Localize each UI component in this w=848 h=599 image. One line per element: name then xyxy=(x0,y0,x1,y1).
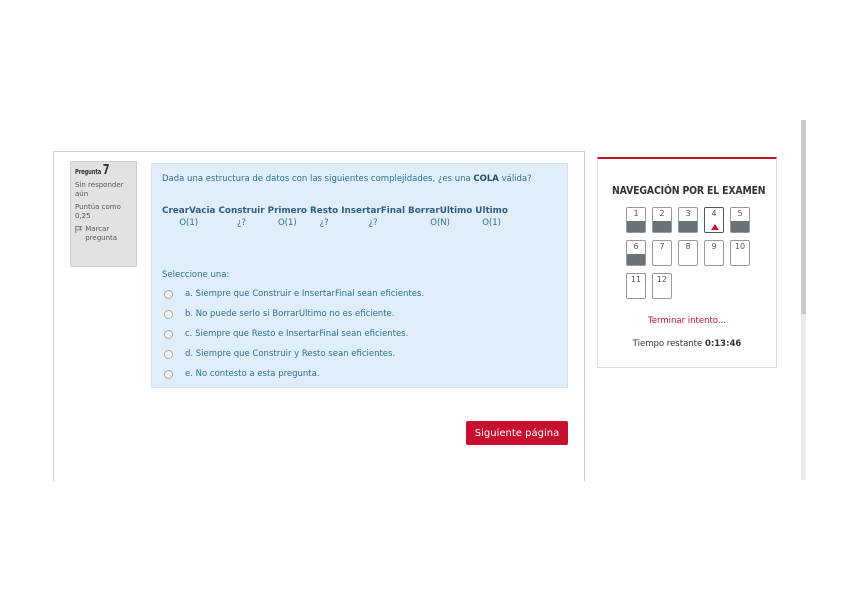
answered-indicator xyxy=(731,221,749,232)
radio-button[interactable] xyxy=(164,330,173,339)
complexity-value: O(1) xyxy=(179,218,199,228)
question-nav-button-10[interactable] xyxy=(730,240,750,266)
answer-prompt: Seleccione una: xyxy=(162,270,230,280)
current-question-marker-icon xyxy=(711,224,719,230)
quiz-navigation-title: NAVEGACIÓN POR EL EXAMEN xyxy=(612,184,766,197)
answer-option-label: c. Siempre que Resto e InsertarFinal sean eficientes. xyxy=(185,329,409,339)
question-nav-button-12[interactable] xyxy=(652,273,672,299)
question-nav-button-7[interactable] xyxy=(652,240,672,266)
answered-indicator xyxy=(627,221,645,232)
question-nav-button-8[interactable] xyxy=(678,240,698,266)
question-nav-button-3[interactable] xyxy=(678,207,698,233)
finish-attempt-link[interactable]: Terminar intento... xyxy=(648,316,726,326)
question-content xyxy=(151,163,568,388)
answer-option-label: d. Siempre que Construir y Resto sean eficientes. xyxy=(185,349,396,359)
answered-indicator xyxy=(653,221,671,232)
flag-question-label: Marcar pregunta xyxy=(85,224,118,242)
complexity-header: CrearVacia xyxy=(162,206,216,216)
complexity-header: Resto xyxy=(309,206,339,216)
radio-button[interactable] xyxy=(164,290,173,299)
answer-option[interactable] xyxy=(164,324,424,344)
question-nav-button-9[interactable] xyxy=(704,240,724,266)
question-nav-number: 2 xyxy=(659,209,665,218)
question-nav-button-1[interactable] xyxy=(626,207,646,233)
answer-option[interactable] xyxy=(164,284,424,304)
question-nav-number: 9 xyxy=(711,242,717,251)
question-nav-number: 11 xyxy=(630,275,642,284)
question-nav-button-11[interactable] xyxy=(626,273,646,299)
question-nav-number: 5 xyxy=(737,209,743,218)
answer-option[interactable] xyxy=(164,344,424,364)
complexity-value: ¿? xyxy=(368,218,378,228)
answer-options xyxy=(164,284,424,384)
scrollbar-thumb[interactable] xyxy=(801,120,806,314)
time-remaining: Tiempo restante 0:13:46 xyxy=(632,339,742,349)
question-nav-button-4[interactable] xyxy=(704,207,724,233)
answer-option-label: b. No puede serlo si BorrarUltimo no es eficiente. xyxy=(185,309,395,319)
question-nav-button-2[interactable] xyxy=(652,207,672,233)
question-nav-number: 12 xyxy=(656,275,668,284)
question-nav-number: 3 xyxy=(685,209,691,218)
answer-option-label: e. No contesto a esta pregunta. xyxy=(185,369,320,379)
flag-icon xyxy=(75,225,82,234)
complexity-value: O(1) xyxy=(482,218,501,228)
radio-button[interactable] xyxy=(164,350,173,359)
complexity-header: Construir xyxy=(218,206,265,216)
complexity-table xyxy=(162,206,511,228)
radio-button[interactable] xyxy=(164,370,173,379)
question-nav-button-6[interactable] xyxy=(626,240,646,266)
answer-option-label: a. Siempre que Construir e InsertarFinal sean eficientes. xyxy=(185,289,425,299)
question-grade: Puntúa como 0,25 xyxy=(75,202,121,220)
quiz-navigation-panel xyxy=(597,157,777,368)
question-nav-number: 6 xyxy=(633,242,639,251)
flag-question-button[interactable] xyxy=(75,225,132,244)
answer-option[interactable] xyxy=(164,304,424,324)
complexity-header: Primero xyxy=(267,206,307,216)
question-nav-number: 10 xyxy=(734,242,746,251)
question-nav-number: 7 xyxy=(659,242,665,251)
complexity-header: Ultimo xyxy=(475,206,508,216)
answer-option[interactable] xyxy=(164,364,424,384)
complexity-value: ¿? xyxy=(319,218,329,228)
answered-indicator xyxy=(679,221,697,232)
question-text: Dada una estructura de datos con las siguientes complejidades, ¿es una COLA válida? xyxy=(162,174,532,184)
complexity-header: BorrarUltimo xyxy=(408,206,473,216)
question-nav-button-5[interactable] xyxy=(730,207,750,233)
complexity-value: O(N) xyxy=(430,218,450,228)
question-info-panel xyxy=(70,161,137,267)
question-nav-number: 1 xyxy=(633,209,639,218)
next-page-button[interactable]: Siguiente página xyxy=(466,421,568,445)
question-title: Pregunta 7 xyxy=(75,163,110,178)
question-nav-number: 4 xyxy=(711,209,717,218)
radio-button[interactable] xyxy=(164,310,173,319)
answered-indicator xyxy=(627,254,645,265)
complexity-value: ¿? xyxy=(237,218,247,228)
question-state: Sin responder aún xyxy=(75,180,124,198)
complexity-value: O(1) xyxy=(277,218,297,228)
question-nav-number: 8 xyxy=(685,242,691,251)
complexity-header: InsertarFinal xyxy=(341,206,405,216)
